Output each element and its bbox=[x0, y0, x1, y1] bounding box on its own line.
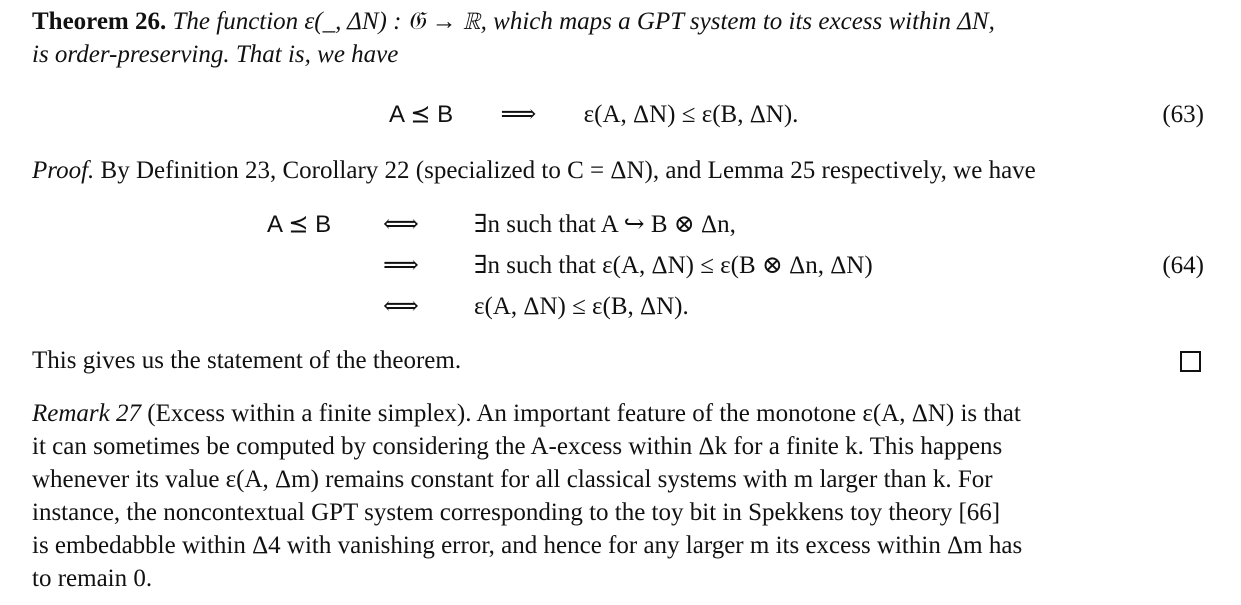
eq64-expr-1: ∃n such that A ↪ B ⊗ Δn, bbox=[474, 211, 736, 238]
remark-label: Remark 27 bbox=[32, 400, 141, 427]
remark-text-1: An important feature of the monotone ε(A, ΔN) is that bbox=[476, 400, 1021, 427]
proof-block bbox=[32, 154, 1204, 187]
proof-label: Proof. bbox=[32, 157, 95, 184]
eq63-arrow: ⟹ bbox=[500, 101, 537, 128]
qed-square-icon bbox=[1180, 351, 1201, 372]
theorem-statement-1: The function ε(_, ΔN) : 𝔊 → ℝ, which maps a GPT system to its excess within ΔN, bbox=[172, 8, 995, 35]
eq64-arrow-2: ⟹ bbox=[383, 252, 419, 279]
eq63-lhs: A ⪯ B bbox=[389, 101, 454, 128]
remark-title: (Excess within a finite simplex). bbox=[147, 400, 472, 427]
eq64-arrow-3: ⟺ bbox=[383, 293, 419, 320]
theorem-label: Theorem 26. bbox=[32, 8, 167, 35]
eq64-arrow-1: ⟺ bbox=[383, 211, 419, 238]
eq63-number: (63) bbox=[1162, 101, 1204, 128]
remark-line-3: whenever its value ε(A, Δm) remains constant for all classical systems with m larger than k. For bbox=[32, 466, 993, 493]
eq64-expr-2: ∃n such that ε(A, ΔN) ≤ ε(B ⊗ Δn, ΔN) bbox=[474, 252, 873, 279]
proof-text: By Definition 23, Corollary 22 (specialized to C = ΔN), and Lemma 25 respectively, we have bbox=[100, 157, 1036, 184]
eq64-lhs: A ⪯ B bbox=[267, 211, 332, 238]
eq63-rhs: ε(A, ΔN) ≤ ε(B, ΔN). bbox=[583, 101, 799, 128]
theorem-block bbox=[32, 5, 1204, 71]
eq64-number: (64) bbox=[1162, 252, 1204, 279]
eq64-expr-3: ε(A, ΔN) ≤ ε(B, ΔN). bbox=[474, 293, 689, 320]
remark-line-6: to remain 0. bbox=[32, 565, 153, 592]
remark-block bbox=[32, 397, 1204, 595]
remark-line-2: it can sometimes be computed by considering the A-excess within Δk for a finite k. This happens bbox=[32, 433, 1003, 460]
eq63 bbox=[389, 98, 798, 131]
conclusion-block bbox=[32, 344, 1204, 377]
theorem-line-1 bbox=[32, 5, 1204, 38]
remark-line-5: is embedabble within Δ4 with vanishing error, and hence for any larger m its excess within Δm has bbox=[32, 532, 1023, 559]
remark-line-1 bbox=[32, 397, 1204, 430]
theorem-statement-2: is order-preserving. That is, we have bbox=[32, 41, 399, 68]
remark-line-4: instance, the noncontextual GPT system corresponding to the toy bit in Spekkens toy theory [66] bbox=[32, 499, 1001, 526]
conclusion-text: This gives us the statement of the theorem. bbox=[32, 347, 462, 374]
